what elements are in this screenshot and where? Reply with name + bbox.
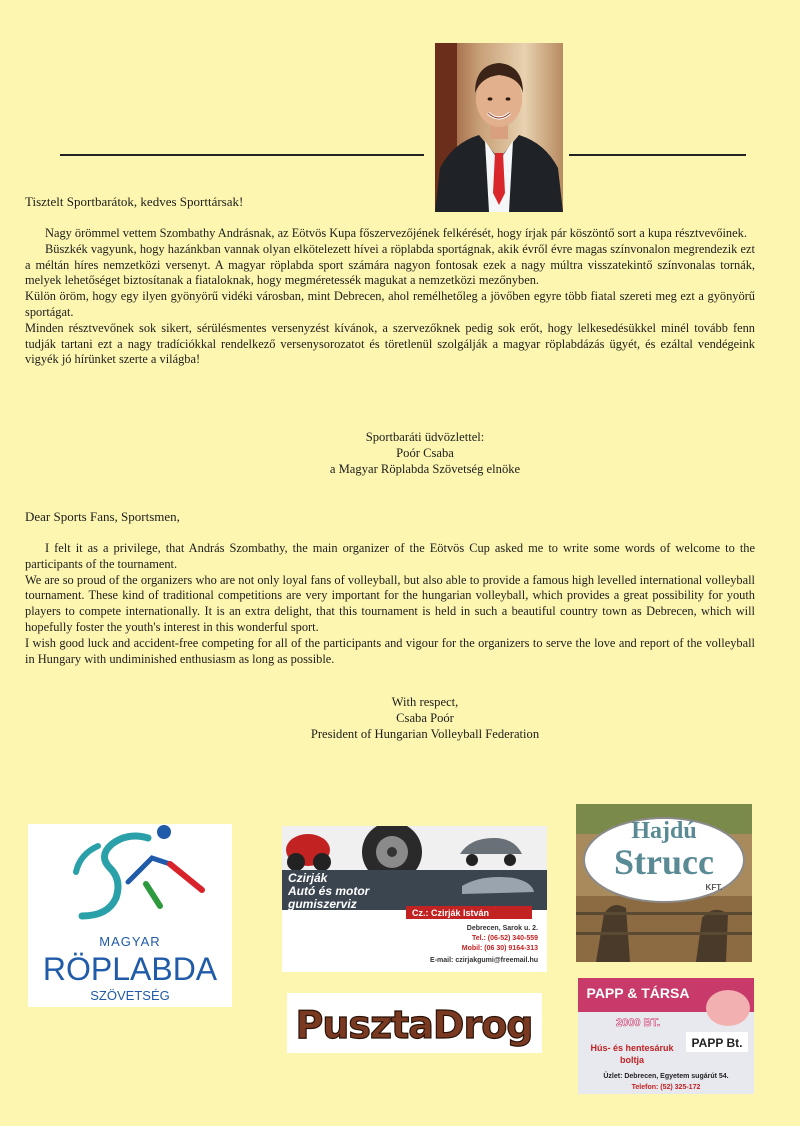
hajdu-ad-text: KFT. <box>705 883 723 892</box>
hajdu-ad-text: Hajdú <box>631 818 697 844</box>
signature-title: a Magyar Röplabda Szövetség elnöke <box>329 462 521 476</box>
mrsz-logo-text: SZÖVETSÉG <box>90 988 170 1003</box>
hungarian-paragraph: Nagy örömmel vettem Szombathy Andrásnak, az Eötvös Kupa főszervezőjének felkérését, hogy írjak pár köszöntő sort a kupa résztvevőinek. <box>45 226 747 240</box>
papp-ad-text: Üzlet: Debrecen, Egyetem sugárút 54. <box>603 1073 729 1080</box>
czirjak-ad-text: Debrecen, Sarok u. 2. <box>466 925 538 932</box>
czirjak-tire-service-ad <box>282 826 547 972</box>
signature-name: Poór Csaba <box>396 446 454 460</box>
papp-ad-text: PAPP Bt. <box>691 1036 743 1050</box>
english-paragraph: I wish good luck and accident-free competing for all of the participants and vigour for the organizers to serve the love and report of the volleyball in Hungary with undiminished enthusiasm as long as possible. <box>25 635 755 666</box>
english-body <box>25 541 755 667</box>
english-paragraph: We are so proud of the organizers who are not only loyal fans of volleyball, but also able to provide a famous high levelled international volleyball tournament. These kind of traditional competitions are very important for the hungarian volleyball, which provides a great possibility for youth players to compete internationally. It is an extra delight, that this tournament is held in such a beautiful country town as Debrecen, which will hopefully foster the youth's interest in this wonderful sport. <box>25 572 755 634</box>
papp-ad-text: 2000 BT. <box>615 1017 661 1029</box>
papp-tarsa-ad <box>578 978 754 1094</box>
papp-ad-text: boltja <box>620 1055 644 1065</box>
hajdu-strucc-ad <box>576 804 752 962</box>
czirjak-ad-text: gumiszerviz <box>288 897 357 911</box>
english-signature <box>280 694 570 742</box>
hungarian-salutation: Tisztelt Sportbarátok, kedves Sporttársak! <box>25 194 244 209</box>
signature-name: Csaba Poór <box>396 711 454 725</box>
hungarian-paragraph: Külön öröm, hogy egy ilyen gyönyörű vidéki városban, mint Debrecen, ahol remélhetőleg a jövőben egyre több fiatal szereti meg ezt a gyönyörű sportágat. <box>25 289 755 319</box>
hajdu-ad-text: Strucc <box>614 842 714 882</box>
czirjak-ad-text: Mobil: (06 30) 9164-313 <box>461 945 538 952</box>
czirjak-ad-text: Czirják <box>288 871 328 885</box>
papp-ad-text: Telefon: (52) 325-172 <box>631 1084 701 1091</box>
pusztadrog-ad-text: PusztaDrog <box>295 1003 533 1047</box>
mrsz-logo-text: RÖPLABDA <box>42 951 218 987</box>
header-rule-left <box>60 154 424 156</box>
czirjak-ad-text: Cz.: Czirják István <box>412 908 490 918</box>
english-paragraph: I felt it as a privilege, that András Szombathy, the main organizer of the Eötvös Cup asked me to write some words of welcome to the participants of the tournament. <box>25 541 755 571</box>
hungarian-paragraph: Minden résztvevőnek sok sikert, sérülésmentes versenyzést kívánok, a szervezőknek pedig sok erőt, hogy lelkesedésükkel minél tovább fenn tudják tartani ezt a nagy tradíciókkal rendelkező versenysorozatot és töretlenül szolgálják a magyar röplabdázás ügyét, és ezáltal vendégeink vigyék jó hírünket szerte a világba! <box>25 320 755 367</box>
header-rule-right <box>569 154 746 156</box>
papp-ad-text: PAPP & TÁRSA <box>586 985 690 1001</box>
czirjak-ad-text: Autó és motor <box>288 884 370 898</box>
czirjak-ad-text: E-mail: czirjakgumi@freemail.hu <box>430 957 538 964</box>
english-salutation: Dear Sports Fans, Sportsmen, <box>25 509 180 524</box>
signature-greeting: Sportbaráti üdvözlettel: <box>365 430 485 444</box>
signature-title: President of Hungarian Volleyball Federation <box>310 727 540 741</box>
mrsz-logo-text: MAGYAR <box>99 934 161 949</box>
hungarian-body <box>25 226 755 368</box>
president-portrait-photo <box>435 43 563 212</box>
signature-greeting: With respect, <box>391 695 459 709</box>
hungarian-signature <box>300 429 550 477</box>
papp-ad-text: Hús- és hentesáruk <box>590 1043 674 1053</box>
czirjak-ad-text: Tel.: (06-52) 340-559 <box>471 935 538 942</box>
pusztadrog-ad <box>287 993 542 1053</box>
mrsz-logo <box>28 824 232 1007</box>
hungarian-paragraph: Büszkék vagyunk, hogy hazánkban vannak olyan elkötelezett hívei a röplabda sportágnak, akik évről évre magas színvonalon megrendezik ezt a méltán híres nemzetközi versenyt. A magyar röplabda sport számára nagyon fontosak ezek a nagy múltra visszatekintő színvonalas tornák, melyek lehetőséget biztosítanak a fiataloknak, hogy megméretessék magukat a nemzetközi mezőnyben. <box>25 241 755 288</box>
